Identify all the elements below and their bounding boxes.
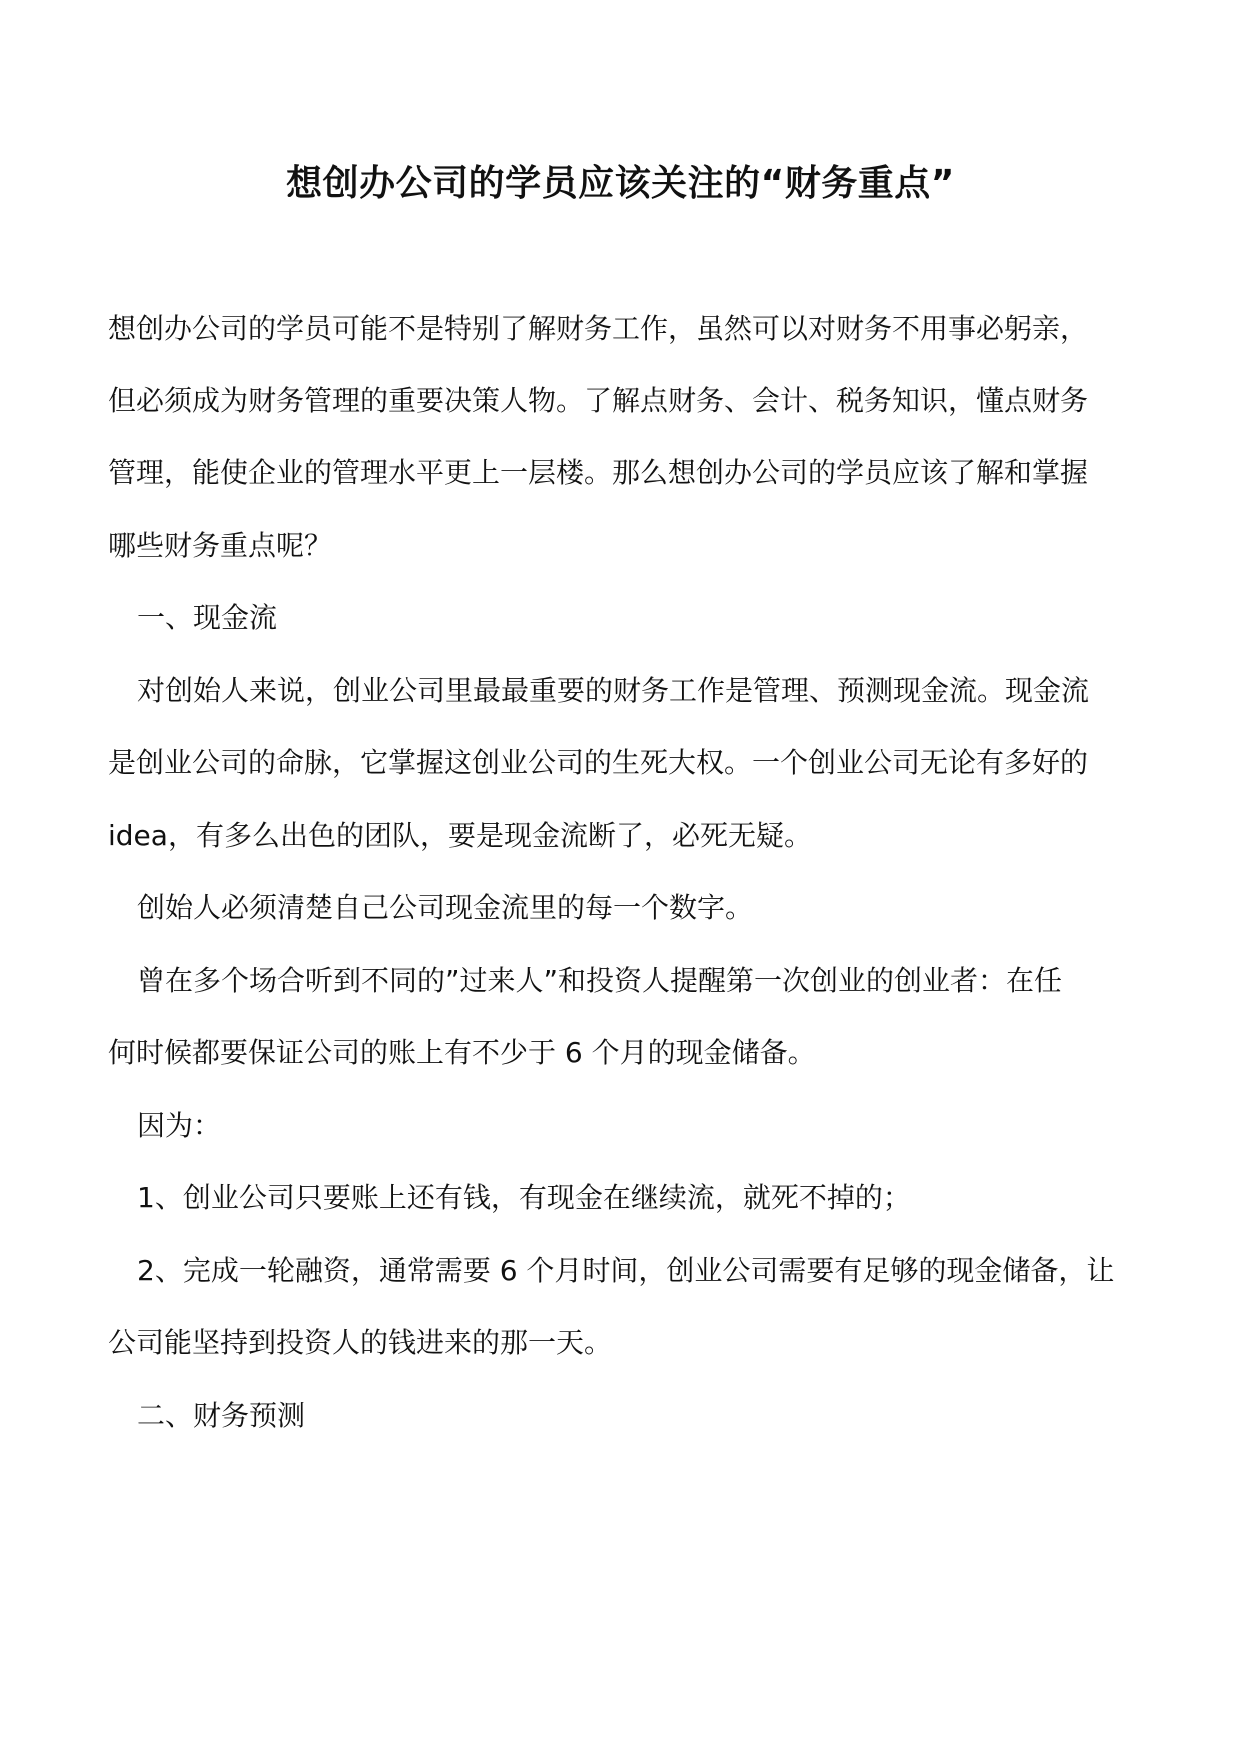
paragraph-line: 但必须成为财务管理的重要决策人物。了解点财务、会计、税务知识，懂点财务 (108, 384, 1089, 417)
paragraph-line: 管理，能使企业的管理水平更上一层楼。那么想创办公司的学员应该了解和掌握 (108, 456, 1089, 489)
section-heading: 二、财务预测 (137, 1399, 306, 1432)
paragraph-line: 因为： (137, 1109, 222, 1142)
paragraph-line: 想创办公司的学员可能不是特别了解财务工作，虽然可以对财务不用事必躬亲， (108, 312, 1089, 345)
section-heading: 一、现金流 (137, 601, 278, 634)
paragraph-line: 哪些财务重点呢？ (108, 529, 333, 562)
paragraph-line: 曾在多个场合听到不同的”过来人”和投资人提醒第一次创业的创业者：在任 (137, 964, 1063, 997)
paragraph-line: 是创业公司的命脉，它掌握这创业公司的生死大权。一个创业公司无论有多好的 (108, 746, 1089, 779)
paragraph-line: 创始人必须清楚自己公司现金流里的每一个数字。 (137, 891, 754, 924)
list-item: 1、创业公司只要账上还有钱，有现金在继续流，就死不掉的； (137, 1181, 911, 1214)
document-title: 想创办公司的学员应该关注的“财务重点” (286, 163, 955, 204)
paragraph-line: idea，有多么出色的团队，要是现金流断了，必死无疑。 (108, 819, 812, 852)
paragraph-line: 何时候都要保证公司的账上有不少于 6 个月的现金储备。 (108, 1036, 816, 1069)
paragraph-line: 对创始人来说，创业公司里最最重要的财务工作是管理、预测现金流。现金流 (137, 674, 1090, 707)
list-item: 2、完成一轮融资，通常需要 6 个月时间，创业公司需要有足够的现金储备，让 (137, 1254, 1115, 1287)
paragraph-line: 公司能坚持到投资人的钱进来的那一天。 (108, 1326, 613, 1359)
